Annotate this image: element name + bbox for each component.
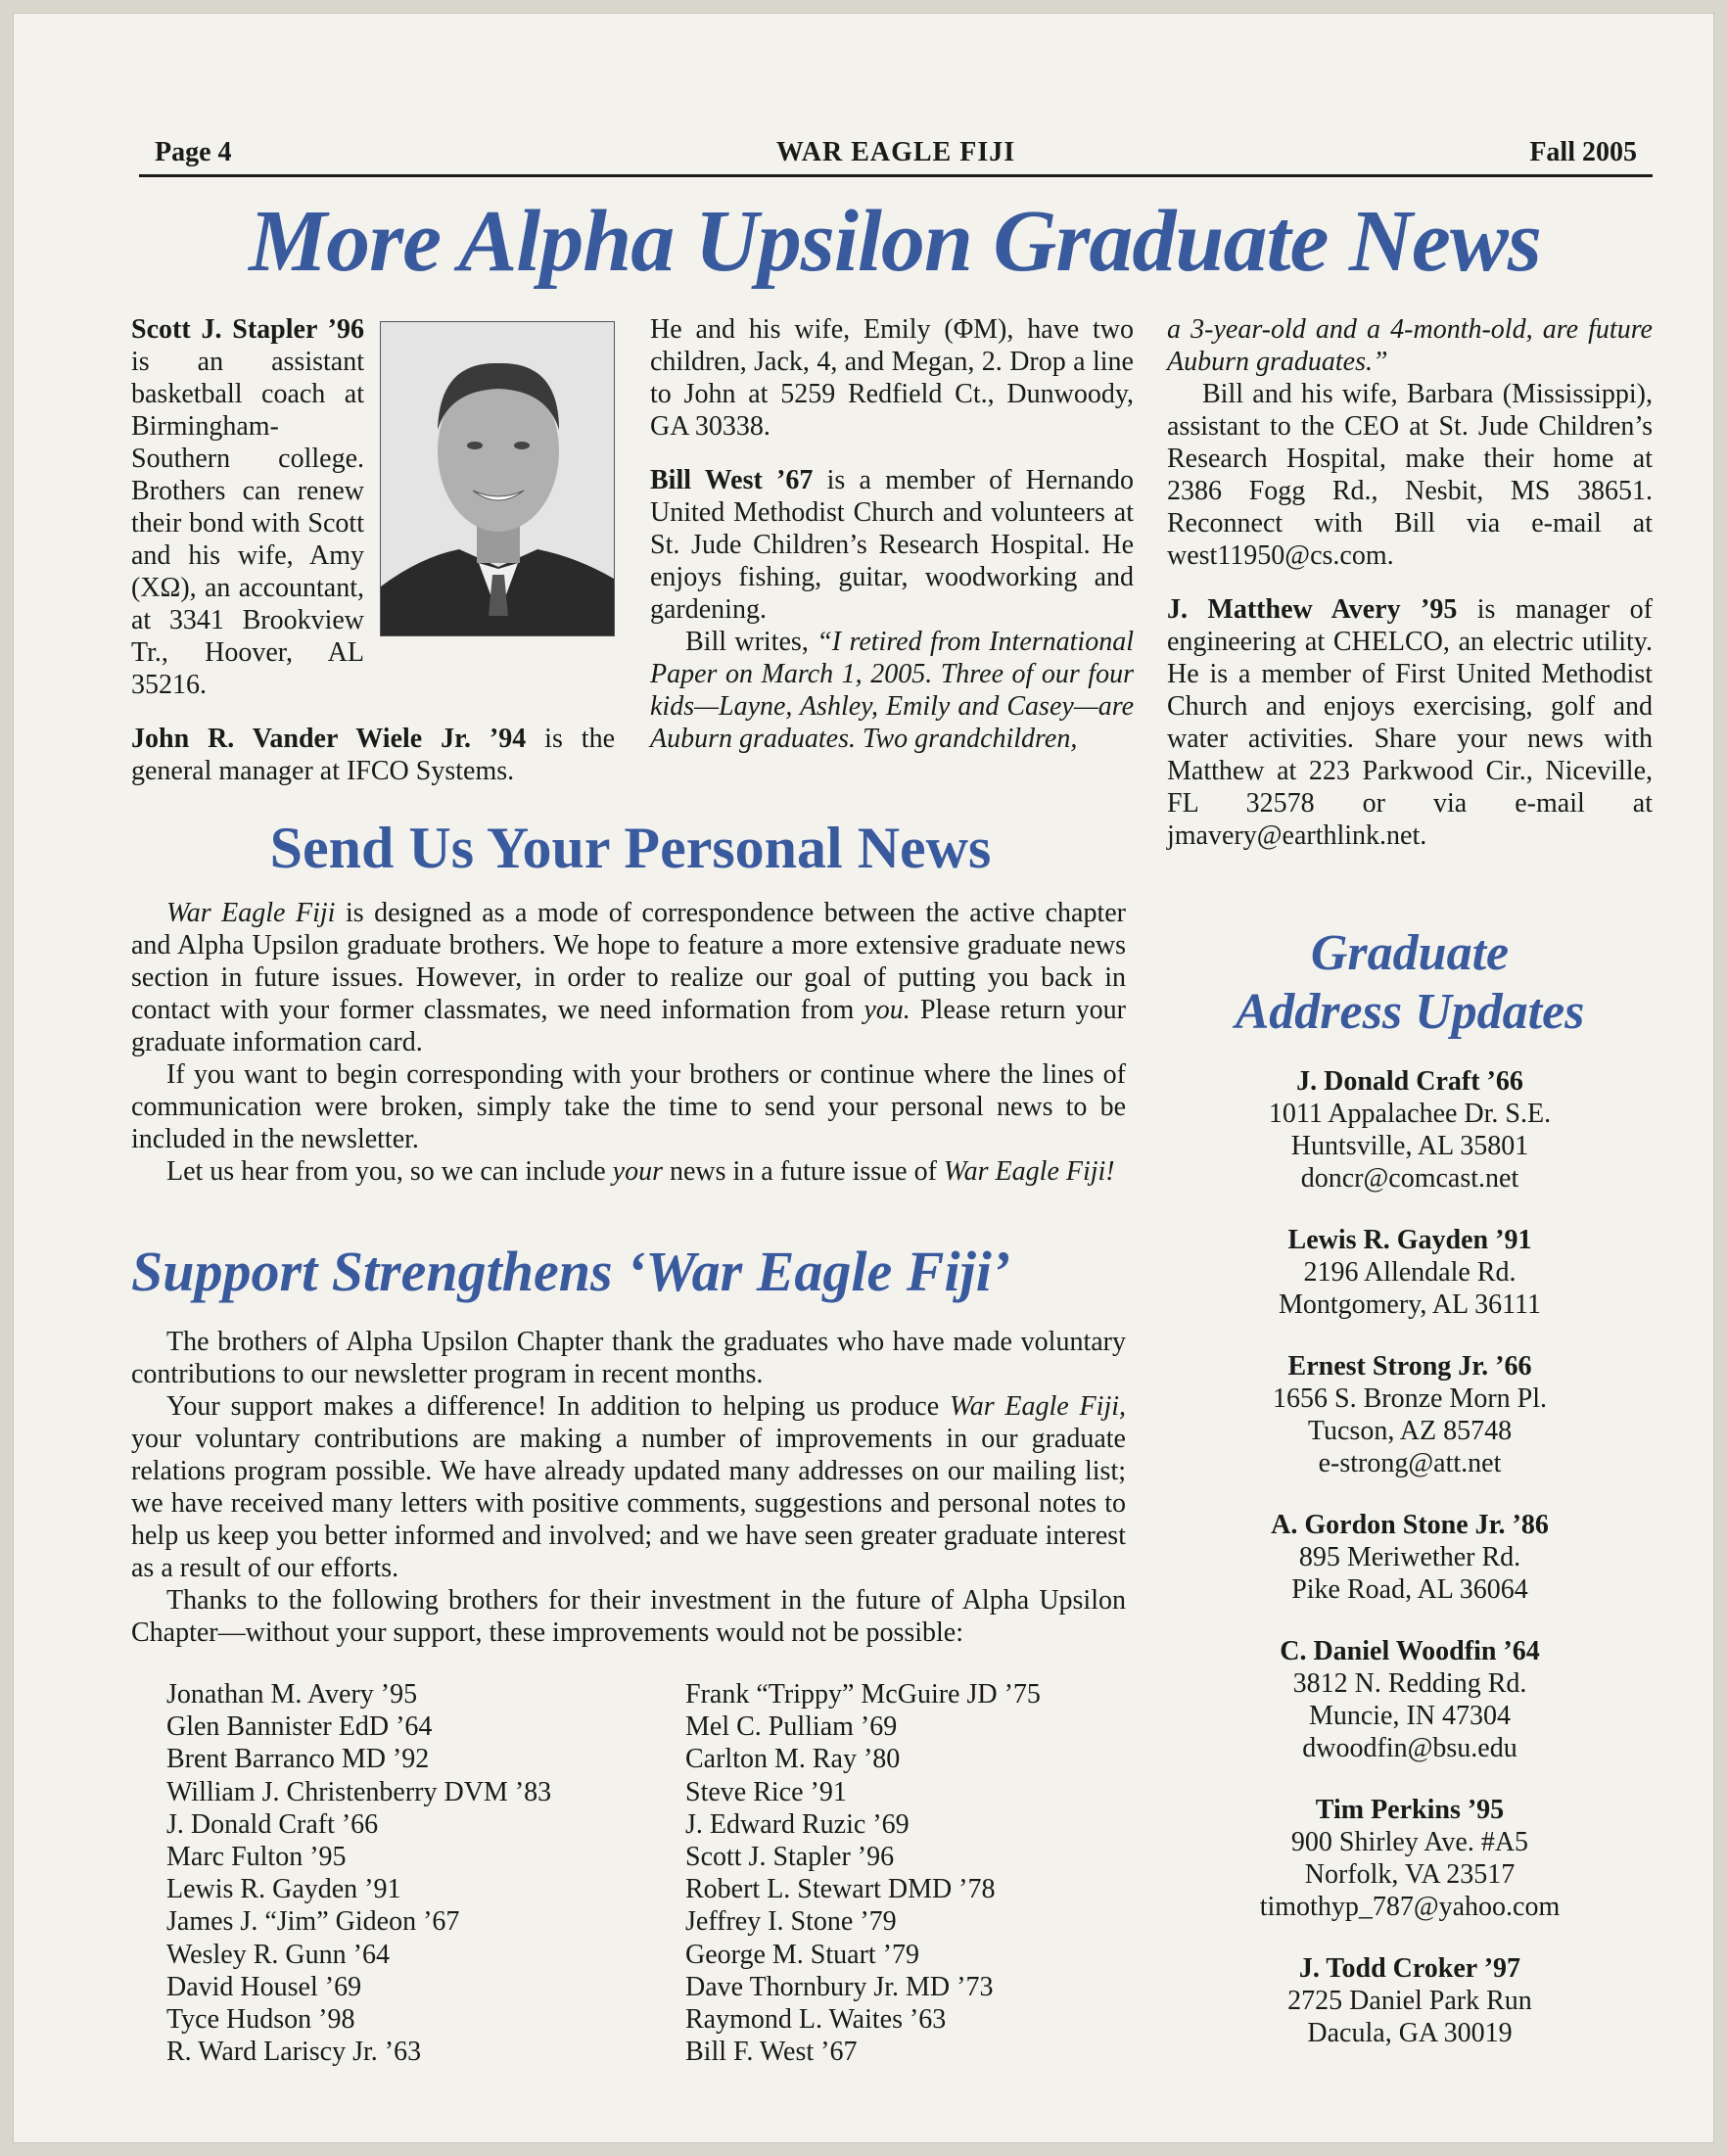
- address-entry: [1167, 1952, 1653, 2049]
- support-text-b: your voluntary contributions are making a number of improvements in our graduate relations program possible. We have already updated many addresses on our mailing list; we have received many letters with positive comments, suggestions and personal notes to help us keep you better informed and involved; and we have seen greater graduate interest as a result of our efforts.: [131, 1424, 1126, 1583]
- address-line1: 895 Meriwether Rd.: [1298, 1542, 1521, 1572]
- contributor-name: George M. Stuart ’79: [685, 1939, 919, 1970]
- main-headline: More Alpha Upsilon Graduate News: [249, 193, 1541, 290]
- address-line2: Montgomery, AL 36111: [1278, 1289, 1542, 1320]
- support-paragraph-3: Thanks to the following brothers for their investment in the future of Alpha Upsilon Chapter—without your support, these improvements would not be possible:: [131, 1585, 1126, 1648]
- support-newsletter-italic: War Eagle Fiji,: [949, 1391, 1126, 1422]
- send-text-d: news in a future issue of: [662, 1156, 944, 1187]
- contributor-name: Jonathan M. Avery ’95: [166, 1679, 418, 1710]
- contributor-name: J. Donald Craft ’66: [166, 1808, 379, 1840]
- contributors-list-right: [685, 1678, 1041, 2068]
- send-paragraph-2: If you want to begin corresponding with your brothers or continue where the lines of communication were broken, simply take the time to send your personal news to be included in the newsletter.: [131, 1059, 1126, 1154]
- vanderwiele-entry: [131, 723, 615, 787]
- support-body: [131, 1326, 1126, 1649]
- contributor-name: J. Edward Ruzic ’69: [685, 1808, 910, 1840]
- news-column-1: [131, 313, 615, 787]
- address-updates-list: [1167, 1065, 1653, 2079]
- contributor-name: R. Ward Lariscy Jr. ’63: [166, 2037, 422, 2068]
- address-line3: dwoodfin@bsu.edu: [1302, 1733, 1517, 1763]
- west-entry: [650, 464, 1134, 626]
- support-heading: Support Strengthens ‘War Eagle Fiji’: [131, 1240, 1011, 1303]
- address-name: J. Donald Craft ’66: [1296, 1066, 1523, 1097]
- contributor-name: Tyce Hudson ’98: [166, 2004, 355, 2036]
- address-entry: [1167, 1065, 1653, 1195]
- west-quote-continued: a 3-year-old and a 4-month-old, are future Auburn graduates.”: [1167, 314, 1653, 377]
- stapler-name: Scott J. Stapler ’96: [131, 314, 364, 345]
- address-line1: 1656 S. Bronze Morn Pl.: [1273, 1383, 1547, 1414]
- avery-entry: [1167, 593, 1653, 852]
- address-name: A. Gordon Stone Jr. ’86: [1271, 1510, 1549, 1540]
- contributor-name: Marc Fulton ’95: [166, 1842, 347, 1873]
- send-you-italic: you.: [864, 995, 910, 1025]
- contributor-name: Dave Thornbury Jr. MD ’73: [685, 1971, 994, 2002]
- contributor-name: James J. “Jim” Gideon ’67: [166, 1906, 460, 1938]
- address-entry: [1167, 1509, 1653, 1606]
- address-updates-title-1: Graduate: [1310, 925, 1510, 981]
- address-line1: 1011 Appalachee Dr. S.E.: [1268, 1099, 1552, 1129]
- address-line1: 2196 Allendale Rd.: [1303, 1257, 1517, 1288]
- send-text-a: is designed as a mode of correspondence between the active chapter and Alpha Upsilon graduate brothers. We hope to feature a more extensive graduate news section in future issues. However, in order to realize our goal of putting you back in contact with your former classmates, we need information from: [131, 898, 1126, 1025]
- newsletter-name-italic: War Eagle Fiji: [166, 898, 336, 928]
- west-name: Bill West ’67: [650, 465, 814, 495]
- send-text-c: Let us hear from you, so we can include: [166, 1156, 613, 1187]
- address-line2: Dacula, GA 30019: [1307, 2018, 1513, 2048]
- contributor-name: David Housel ’69: [166, 1971, 362, 2002]
- issue-date: Fall 2005: [1529, 137, 1637, 167]
- address-line1: 900 Shirley Ave. #A5: [1290, 1827, 1529, 1857]
- send-news-body: [131, 897, 1126, 1188]
- contributor-name: Wesley R. Gunn ’64: [166, 1939, 390, 1970]
- address-line2: Norfolk, VA 23517: [1304, 1859, 1516, 1890]
- address-entry: [1167, 1794, 1653, 1923]
- address-name: C. Daniel Woodfin ’64: [1280, 1636, 1540, 1666]
- address-name: Lewis R. Gayden ’91: [1287, 1225, 1532, 1255]
- avery-text: is manager of engineering at CHELCO, an electric utility. He is a member of First United Methodist Church and enjoys exercising, golf and water activities. Share your news with Matthew at 223 Parkwood Cir., Niceville, FL 32578 or via e-mail at jmavery@earthlink.net.: [1167, 594, 1653, 851]
- newsletter-page: [14, 14, 1713, 2142]
- newsletter-name: WAR EAGLE FIJI: [775, 137, 1016, 167]
- stapler-text: is an assistant basketball coach at Birmingham-Southern college. Brothers can renew their bond with Scott and his wife, Amy (ΧΩ), an accountant, at 3341 Brookview Tr., Hoover, AL 35216.: [131, 347, 364, 700]
- address-updates-heading: [1167, 924, 1653, 1042]
- address-updates-title-2: Address Updates: [1235, 984, 1585, 1040]
- address-name: J. Todd Croker ’97: [1298, 1953, 1521, 1984]
- address-line1: 2725 Daniel Park Run: [1287, 1986, 1532, 2016]
- stapler-entry: [131, 313, 615, 701]
- send-newsletter-italic: War Eagle Fiji!: [943, 1156, 1115, 1187]
- address-entry: [1167, 1350, 1653, 1479]
- page-number: Page 4: [155, 137, 232, 167]
- send-news-heading: Send Us Your Personal News: [269, 816, 992, 880]
- address-entry: [1167, 1635, 1653, 1764]
- send-text-b: Please return your graduate information card.: [131, 995, 1126, 1057]
- contributor-name: Steve Rice ’91: [685, 1776, 847, 1807]
- address-line3: doncr@comcast.net: [1300, 1163, 1519, 1194]
- contributor-name: William J. Christenberry DVM ’83: [166, 1776, 552, 1807]
- contributor-name: Robert L. Stewart DMD ’78: [685, 1874, 996, 1905]
- contributors-list-left: [166, 1678, 551, 2068]
- west-family-text: Bill and his wife, Barbara (Mississippi), assistant to the CEO at St. Jude Children’s Research Hospital, make their home at 2386 Fogg Rd., Nesbit, MS 38651. Reconnect with Bill via e-mail at west11950@cs.com.: [1167, 379, 1653, 571]
- vanderwiele-text: is the general manager at IFCO Systems.: [131, 724, 615, 786]
- news-column-3: [1167, 313, 1653, 852]
- west-quote-paragraph: [650, 626, 1134, 755]
- address-name: Ernest Strong Jr. ’66: [1287, 1351, 1532, 1382]
- contributor-name: Bill F. West ’67: [685, 2037, 858, 2068]
- contributor-name: Jeffrey I. Stone ’79: [685, 1906, 897, 1938]
- support-text-a: Your support makes a difference! In addition to helping us produce: [166, 1391, 950, 1422]
- contributor-name: Frank “Trippy” McGuire JD ’75: [685, 1679, 1041, 1710]
- avery-name: J. Matthew Avery ’95: [1167, 594, 1458, 625]
- west-text: is a member of Hernando United Methodist Church and volunteers at St. Jude Children’s Research Hospital. He enjoys fishing, guitar, woodworking and gardening.: [650, 465, 1135, 625]
- address-line3: e-strong@att.net: [1318, 1448, 1502, 1478]
- west-writes: Bill writes,: [685, 627, 817, 657]
- contributor-name: Mel C. Pulliam ’69: [685, 1711, 898, 1743]
- page-header: [139, 123, 1653, 177]
- vanderwiele-continued: He and his wife, Emily (ΦM), have two children, Jack, 4, and Megan, 2. Drop a line to John at 5259 Redfield Ct., Dunwoody, GA 30338.: [650, 314, 1134, 442]
- address-line1: 3812 N. Redding Rd.: [1292, 1668, 1527, 1699]
- stapler-photo: [380, 321, 615, 636]
- west-quote: “I retired from International Paper on March 1, 2005. Three of our four kids—Layne, Ashley, Emily and Casey—are Auburn graduates. Two grandchildren,: [650, 627, 1134, 754]
- contributor-name: Raymond L. Waites ’63: [685, 2004, 947, 2036]
- address-line2: Muncie, IN 47304: [1308, 1701, 1512, 1731]
- contributor-name: Carlton M. Ray ’80: [685, 1744, 901, 1775]
- address-line2: Pike Road, AL 36064: [1291, 1574, 1528, 1605]
- support-paragraph-1: The brothers of Alpha Upsilon Chapter thank the graduates who have made voluntary contributions to our newsletter program in recent months.: [131, 1327, 1126, 1389]
- contributor-name: Brent Barranco MD ’92: [166, 1744, 430, 1775]
- send-your-italic: your: [612, 1156, 663, 1187]
- address-line2: Huntsville, AL 35801: [1290, 1131, 1529, 1161]
- address-entry: [1167, 1224, 1653, 1321]
- vanderwiele-name: John R. Vander Wiele Jr. ’94: [131, 724, 527, 754]
- address-name: Tim Perkins ’95: [1315, 1795, 1505, 1825]
- contributor-name: Lewis R. Gayden ’91: [166, 1874, 401, 1905]
- address-line2: Tucson, AZ 85748: [1307, 1416, 1513, 1446]
- news-column-2: [650, 313, 1134, 755]
- contributor-name: Scott J. Stapler ’96: [685, 1842, 895, 1873]
- contributor-name: Glen Bannister EdD ’64: [166, 1711, 433, 1743]
- address-line3: timothyp_787@yahoo.com: [1259, 1892, 1561, 1922]
